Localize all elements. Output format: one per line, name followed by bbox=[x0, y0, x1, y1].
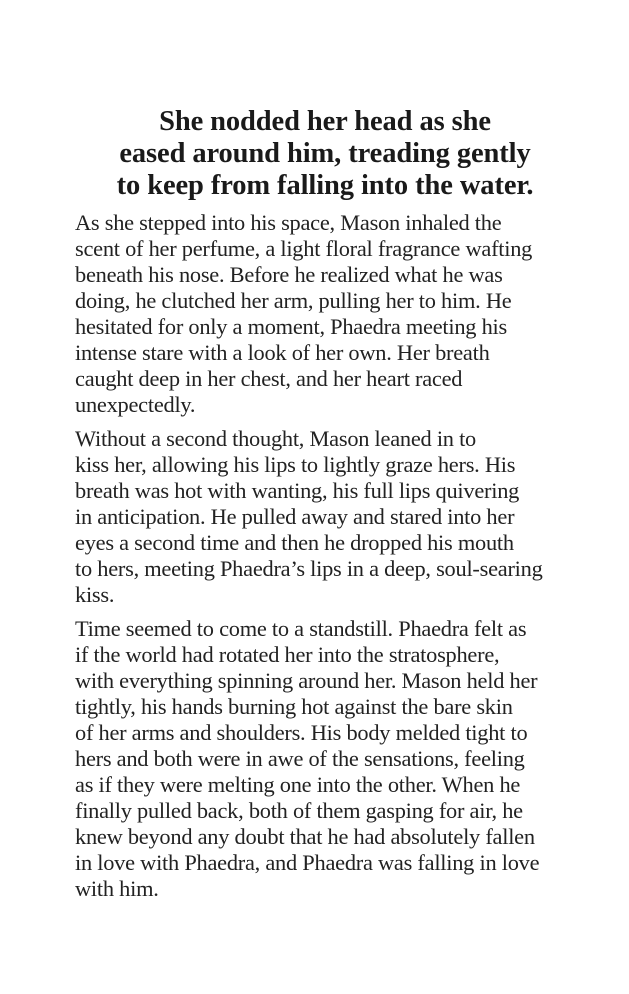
text-line: doing, he clutched her arm, pulling her to him. He bbox=[75, 288, 512, 313]
text-line: breath was hot with wanting, his full lips quivering bbox=[75, 478, 520, 503]
text-line: tightly, his hands burning hot against the bare skin bbox=[75, 694, 513, 719]
paragraph-2 bbox=[75, 426, 575, 608]
text-line: unexpectedly. bbox=[75, 392, 196, 417]
text-line: As she stepped into his space, Mason inhaled the bbox=[75, 210, 502, 235]
text-line: finally pulled back, both of them gasping for air, he bbox=[75, 798, 523, 823]
text-line: as if they were melting one into the other. When he bbox=[75, 772, 521, 797]
text-line: hers and both were in awe of the sensations, feeling bbox=[75, 746, 525, 771]
text-line: knew beyond any doubt that he had absolutely fallen bbox=[75, 824, 535, 849]
text-line: to hers, meeting Phaedra’s lips in a deep, soul-searing bbox=[75, 556, 543, 581]
text-line: hesitated for only a moment, Phaedra meeting his bbox=[75, 314, 507, 339]
text-line: in love with Phaedra, and Phaedra was falling in love bbox=[75, 850, 540, 875]
text-line: if the world had rotated her into the stratosphere, bbox=[75, 642, 500, 667]
pull-quote-line: She nodded her head as she bbox=[159, 106, 491, 137]
text-line: caught deep in her chest, and her heart raced bbox=[75, 366, 463, 391]
text-line: scent of her perfume, a light floral fragrance wafting bbox=[75, 236, 533, 261]
book-page bbox=[75, 106, 575, 910]
text-line: Time seemed to come to a standstill. Phaedra felt as bbox=[75, 616, 527, 641]
text-line: intense stare with a look of her own. Her breath bbox=[75, 340, 490, 365]
text-line: with everything spinning around her. Mason held her bbox=[75, 668, 538, 693]
paragraph-3 bbox=[75, 616, 575, 902]
text-line: of her arms and shoulders. His body melded tight to bbox=[75, 720, 528, 745]
pull-quote-line: eased around him, treading gently bbox=[119, 138, 531, 169]
text-line: kiss her, allowing his lips to lightly graze hers. His bbox=[75, 452, 516, 477]
paragraph-1 bbox=[75, 210, 575, 418]
pull-quote-line: to keep from falling into the water. bbox=[116, 170, 534, 201]
text-line: eyes a second time and then he dropped his mouth bbox=[75, 530, 514, 555]
text-line: kiss. bbox=[75, 582, 115, 607]
pull-quote bbox=[75, 106, 575, 202]
text-line: beneath his nose. Before he realized what he was bbox=[75, 262, 503, 287]
text-line: Without a second thought, Mason leaned in to bbox=[75, 426, 477, 451]
text-line: with him. bbox=[75, 876, 159, 901]
text-line: in anticipation. He pulled away and stared into her bbox=[75, 504, 515, 529]
